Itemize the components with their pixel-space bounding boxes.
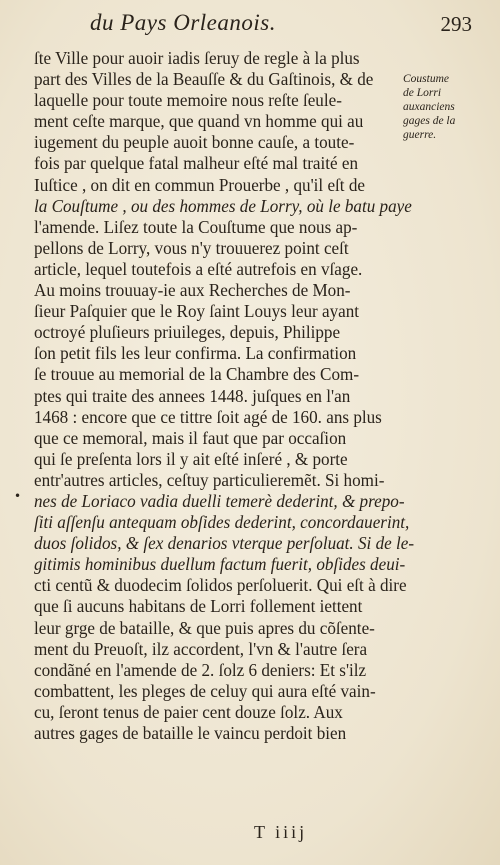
text-line: Au moins trouuay-ie aux Recherches de Mon- <box>34 280 351 301</box>
margin-note-line: gages de la <box>403 115 456 127</box>
text-line: part des Villes de la Beauſſe & du Gaſtinois, & de <box>34 69 374 90</box>
signature-mark: T iiij <box>254 822 308 842</box>
text-line: duos ſolidos, & ſex denarios vterque perſoluat. Si de le- <box>34 533 415 554</box>
text-line: qui ſe preſenta lors il y ait eſté inſeré , & porte <box>34 448 348 469</box>
text-line: ſte Ville pour auoir iadis ſeruy de regle à la plus <box>34 48 360 68</box>
text-line: nes de Loriaco vadia duelli temerè dederint, & prepo- <box>34 490 405 511</box>
text-line: gitimis hominibus duellum factum fuerit, obſides deui- <box>34 554 406 575</box>
text-line: combattent, les pleges de celuy qui aura eſté vain- <box>34 680 376 701</box>
margin-note <box>403 72 493 142</box>
text-line: cti centũ & duodecim ſolidos perſoluerit. Qui eſt à dire <box>34 575 407 596</box>
text-line: ſieur Paſquier que le Roy ſaint Louys leur ayant <box>34 301 360 322</box>
text-line: ſe trouue au memorial de la Chambre des Com- <box>34 364 360 385</box>
running-title: du Pays Orleanois. <box>90 10 276 35</box>
text-line: fois par quelque fatal malheur eſté mal traité en <box>34 153 359 174</box>
margin-note-line: Coustume <box>403 73 449 85</box>
text-line: l'amende. Liſez toute la Couſtume que nous ap- <box>34 216 358 237</box>
text-line: leur grge de bataille, & que puis apres du cõſente- <box>34 617 375 638</box>
text-line: ſon petit fils les leur confirma. La confirmation <box>34 343 357 364</box>
text-line: la Couſtume , ou des hommes de Lorry, où le batu paye <box>34 195 412 216</box>
text-line: ptes qui traite des annees 1448. juſques en l'an <box>34 385 351 406</box>
text-line: Iuſtice , on dit en commun Prouerbe , qu'il eſt de <box>34 174 365 195</box>
text-line: condãné en l'amende de 2. ſolz 6 deniers: Et s'ilz <box>34 659 367 680</box>
margin-note-line: auxanciens <box>403 101 455 113</box>
margin-note-line: de Lorri <box>403 87 442 99</box>
body-text <box>34 48 420 744</box>
text-line: laquelle pour toute memoire nous reſte ſeule- <box>34 90 342 111</box>
page-number: 293 <box>440 12 472 36</box>
text-line: que ce memoral, mais il faut que par occaſion <box>34 427 347 448</box>
text-line: ment du Preuoſt, ilz accordent, l'vn & l'autre ſera <box>34 638 368 659</box>
text-line: ſiti aſſenſu antequam obſides dederint, concordauerint, <box>34 512 410 533</box>
text-line: pellons de Lorry, vous n'y trouuerez point ceſt <box>34 237 349 258</box>
text-line: ment ceſte marque, que quand vn homme qui au <box>34 111 364 132</box>
text-line: iugement du peuple auoit bonne cauſe, a toute- <box>34 132 355 153</box>
text-line: cu, ſeront tenus de paier cent douze ſolz. Aux <box>34 701 343 722</box>
text-line: que ſi aucuns habitans de Lorri follement iettent <box>34 596 363 617</box>
text-line: 1468 : encore que ce tittre ſoit agé de 160. ans plus <box>34 406 382 427</box>
text-line: article, lequel toutefois a eſté autrefois en vſage. <box>34 258 363 279</box>
margin-note-line: guerre. <box>403 129 437 141</box>
margin-bullet-marker: • <box>14 489 22 503</box>
text-line: autres gages de bataille le vaincu perdoit bien <box>34 723 347 743</box>
text-line: octroyé pluſieurs priuileges, depuis, Philippe <box>34 322 341 343</box>
text-line: entr'autres articles, ceſtuy particulieremẽt. Si homi- <box>34 469 385 490</box>
